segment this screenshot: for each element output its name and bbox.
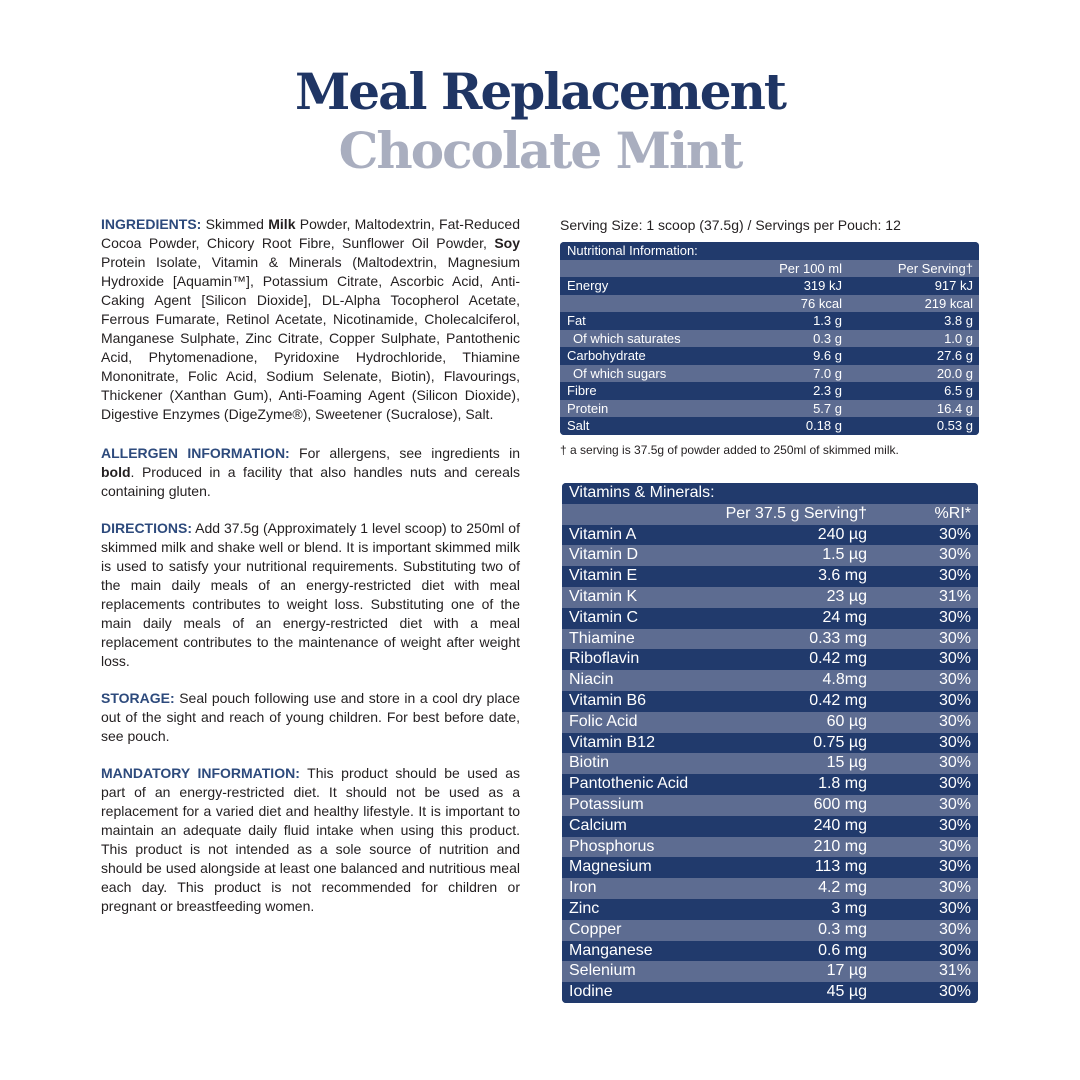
vitamin-amount: 0.42 mg [809,691,867,709]
nutrition-row [560,347,979,365]
nutrient-name: Protein [567,400,609,416]
vitamin-row [562,649,978,670]
value-per-100ml: 5.7 g [813,400,842,416]
vitamin-row [562,774,978,795]
vitamin-amount: 60 µg [826,712,867,730]
vitamin-name: Vitamin B12 [569,733,655,751]
vitamin-amount: 0.42 mg [809,650,867,668]
value-per-100ml: 0.18 g [805,418,842,433]
vitamins-table-heading: Vitamins & Minerals: [569,484,715,501]
vitamin-row [562,816,978,837]
value-per-100ml: 76 kcal [800,295,842,311]
storage-label: STORAGE: [101,690,175,706]
vitamin-ri: 30% [938,795,971,813]
vitamin-ri: 30% [938,733,971,751]
col-header-per-serving: Per Serving† [897,260,973,276]
vitamin-amount: 3 mg [831,899,867,917]
vitamin-row [562,712,978,733]
vitamin-row [562,733,978,754]
mandatory-label: MANDATORY INFORMATION: [101,765,300,781]
page-title: Meal Replacement [294,62,786,121]
vitamin-amount: 113 mg [814,858,867,876]
value-per-serving: 219 kcal [924,295,973,311]
nutrition-table [560,242,979,435]
vitamin-row [562,608,978,629]
allergen-text: . Produced in a facility that also handles nuts and cereals containing gluten. [101,464,520,499]
value-per-100ml: 0.3 g [813,330,842,346]
vitamin-row [562,545,978,566]
nutrition-row [560,277,979,295]
vitamin-amount: 1.8 mg [818,775,867,793]
vitamin-ri: 30% [938,858,971,876]
ingredients-text: Protein Isolate, Vitamin & Minerals (Maltodextrin, Magnesium Hydroxide [Aquamin™], Potassium Citrate, Ascorbic Acid, Anti-Caking Agent [Silicon Dioxide], DL-Alpha Tocopherol Acetate, Ferrous Fumarate, Retinol Acetate, Nicotinamide, Cholecalciferol, Manganese Sulphate, Zinc Citrate, Copper Sulphate, Pantothenic Acid, Phytomenadione, Pyridoxine Hydrochloride, Thiamine Mononitrate, Folic Acid, Sodium Selenate, Biotin), Flavourings, Thickener (Xanthan Gum), Anti-Foaming Agent (Silicon Dioxide), Digestive Enzymes (DigeZyme®), Sweetener (Sucralose), Salt. [101,254,520,422]
allergen-paragraph [101,444,520,501]
allergen-soy: Soy [494,235,520,251]
vitamin-row [562,629,978,650]
vitamin-row [562,920,978,941]
vitamin-amount: 45 µg [826,983,867,1001]
vitamin-amount: 600 mg [813,795,867,813]
vitamin-ri: 30% [938,712,971,730]
value-per-100ml: 7.0 g [813,365,842,381]
vitamin-amount: 4.2 mg [818,879,867,897]
vitamin-ri: 30% [938,691,971,709]
vitamin-ri: 30% [938,775,971,793]
nutrition-table-heading-row [560,242,979,260]
value-per-serving: 3.8 g [944,313,973,328]
vitamin-name: Vitamin K [569,587,638,605]
vitamin-row [562,878,978,899]
ingredients-paragraph [101,215,520,424]
vitamin-ri: 30% [938,899,971,917]
value-per-serving: 16.4 g [936,400,973,416]
col-header-ri: %RI* [934,504,971,522]
vitamin-row [562,566,978,587]
nutrition-row [560,382,979,400]
vitamin-row [562,691,978,712]
mandatory-text: This product should be used as part of an energy-restricted diet. It should not be used as a replacement for a varied diet and healthy lifestyle. It is important to maintain an adequate daily fluid intake when using this product. This product is not intended as a sole source of nutrition and should be used alongside at least one balanced and nutritious meal each day. This product is not recommended for children or pregnant or breastfeeding women. [101,765,521,914]
vitamins-column-header-row [562,504,978,525]
vitamin-ri: 30% [938,816,971,834]
vitamin-ri: 30% [938,525,971,543]
vitamin-name: Thiamine [569,629,635,647]
vitamin-ri: 30% [938,879,971,897]
vitamin-ri: 30% [938,567,971,585]
vitamin-name: Potassium [569,795,644,813]
directions-label: DIRECTIONS: [101,520,192,536]
vitamin-row [562,525,978,546]
vitamins-table-heading-row [562,483,978,504]
flavour-subtitle: Chocolate Mint [338,121,742,180]
ingredients-label: INGREDIENTS: [101,216,202,232]
value-per-serving: 917 kJ [934,278,973,293]
nutrient-name: Energy [567,278,609,293]
value-per-serving: 27.6 g [936,348,973,363]
value-per-100ml: 2.3 g [813,383,842,398]
vitamin-amount: 0.3 mg [818,920,867,938]
vitamin-row [562,670,978,691]
vitamin-name: Folic Acid [569,712,638,730]
vitamin-amount: 0.75 µg [813,733,867,751]
vitamin-name: Zinc [569,899,600,917]
vitamin-row [562,837,978,858]
vitamin-row [562,961,978,982]
vitamin-amount: 240 mg [813,816,867,834]
value-per-100ml: 1.3 g [813,313,842,328]
nutrient-name: Fibre [567,383,597,398]
vitamin-ri: 30% [938,608,971,626]
vitamin-name: Vitamin E [569,567,638,585]
vitamin-row [562,982,978,1003]
serving-size-line: Serving Size: 1 scoop (37.5g) / Servings per Pouch: 12 [560,217,901,233]
ingredients-text: Powder, Maltodextrin, Fat-Reduced Cocoa Powder, Chicory Root Fibre, Sunflower Oil Powder, [101,216,520,251]
vitamin-name: Selenium [569,962,636,980]
vitamin-amount: 23 µg [826,587,867,605]
nutrition-row [560,365,979,383]
vitamin-name: Pantothenic Acid [569,775,689,793]
vitamin-amount: 210 mg [813,837,867,855]
nutrition-row [560,312,979,330]
vitamin-amount: 1.5 µg [822,546,867,564]
vitamin-name: Magnesium [569,858,652,876]
directions-paragraph [101,519,520,671]
nutrition-rows [560,277,979,435]
allergen-milk: Milk [268,216,296,232]
vitamin-name: Copper [569,920,622,938]
col-header-per-100ml: Per 100 ml [779,260,842,276]
nutrient-name: Fat [567,313,586,328]
nutrition-row [560,400,979,418]
value-per-100ml: 319 kJ [803,278,842,293]
nutrition-row [560,417,979,435]
directions-text: Add 37.5g (Approximately 1 level scoop) to 250ml of skimmed milk and shake well or blend. It is important skimmed milk is used to satisfy your nutritional requirements. Substituting two of the main daily meals of an energy-restricted diet with meal replacements contributes to weight loss. Substituting one of the main daily meals of an energy-restricted diet with a meal replacement contributes to the maintenance of weight after weight loss. [101,520,520,669]
vitamin-ri: 30% [938,671,971,689]
vitamin-name: Calcium [569,816,627,834]
vitamin-amount: 3.6 mg [818,567,867,585]
nutrient-name: Of which sugars [573,365,667,381]
serving-footnote: † a serving is 37.5g of powder added to 250ml of skimmed milk. [560,443,899,457]
allergen-label: ALLERGEN INFORMATION: [101,445,290,461]
vitamin-row [562,857,978,878]
value-per-serving: 1.0 g [944,330,973,346]
nutrition-row [560,330,979,348]
vitamin-row [562,941,978,962]
vitamin-name: Vitamin A [569,525,637,543]
storage-paragraph [101,689,520,746]
vitamin-ri: 30% [938,754,971,772]
vitamin-ri: 30% [938,837,971,855]
vitamin-name: Biotin [569,754,610,772]
value-per-serving: 6.5 g [944,383,973,398]
vitamin-ri: 30% [938,546,971,564]
vitamin-amount: 15 µg [826,754,867,772]
value-per-100ml: 9.6 g [813,348,842,363]
nutrition-row [560,295,979,313]
vitamin-amount: 24 mg [822,608,867,626]
allergen-text: For allergens, see ingredients in [289,445,521,461]
ingredients-text: Skimmed [201,216,269,232]
vitamin-amount: 0.33 mg [809,629,867,647]
vitamin-ri: 30% [938,983,971,1001]
vitamin-name: Niacin [569,671,614,689]
vitamins-rows [562,525,978,1003]
vitamin-row [562,753,978,774]
vitamin-ri: 31% [938,962,971,980]
vitamin-ri: 30% [938,941,971,959]
vitamin-name: Vitamin D [569,546,639,564]
vitamin-name: Vitamin B6 [569,691,647,709]
col-header-per-serving: Per 37.5 g Serving† [725,504,867,522]
product-info-column [101,215,520,934]
vitamin-row [562,587,978,608]
mandatory-paragraph [101,764,520,916]
vitamin-row [562,795,978,816]
vitamin-amount: 0.6 mg [818,941,867,959]
vitamin-ri: 30% [938,650,971,668]
vitamin-name: Iron [569,879,597,897]
vitamin-amount: 4.8mg [822,671,867,689]
vitamin-amount: 17 µg [826,962,867,980]
nutrient-name: Of which saturates [573,330,681,346]
vitamin-amount: 240 µg [817,525,867,543]
value-per-serving: 20.0 g [936,365,973,381]
nutrition-column-header-row [560,260,979,278]
nutrient-name: Carbohydrate [567,348,646,363]
vitamin-name: Riboflavin [569,650,640,668]
vitamins-table [562,483,978,1003]
vitamin-name: Manganese [569,941,653,959]
allergen-bold-word: bold [101,464,131,480]
storage-text: Seal pouch following use and store in a cool dry place out of the sight and reach of young children. For best before date, see pouch. [101,690,520,744]
vitamin-ri: 30% [938,920,971,938]
vitamin-name: Phosphorus [569,837,655,855]
vitamin-ri: 30% [938,629,971,647]
vitamin-name: Vitamin C [569,608,639,626]
vitamin-name: Iodine [569,983,613,1001]
value-per-serving: 0.53 g [936,418,973,433]
vitamin-ri: 31% [938,587,971,605]
vitamin-row [562,899,978,920]
nutrient-name: Salt [567,418,590,433]
nutrition-table-heading: Nutritional Information: [567,243,698,258]
